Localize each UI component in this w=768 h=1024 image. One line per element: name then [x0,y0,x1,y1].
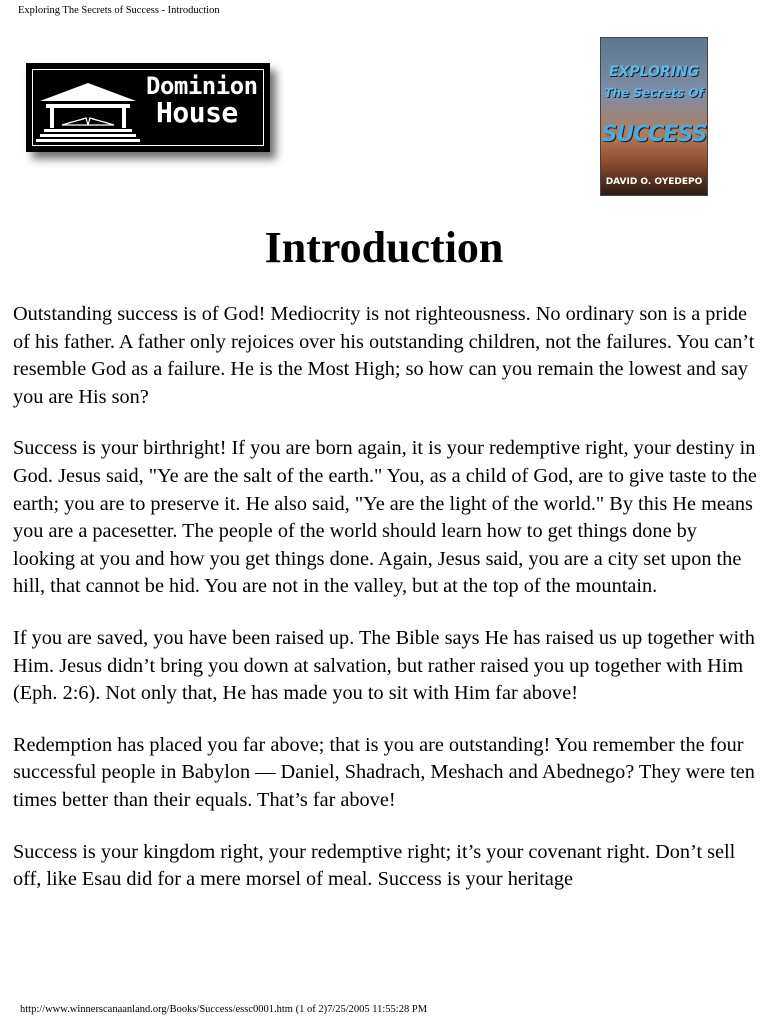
cover-title-line2: The Secrets Of [604,86,704,100]
cover-title-line1: EXPLORING [608,64,700,80]
dominion-house-logo [26,63,270,152]
logo-wordmark [146,73,264,127]
page-heading: Introduction [264,223,504,272]
paragraph: Success is your kingdom right, your redemptive right; it’s your covenant right. Don’t sell off, like Esau did for a mere morsel of meal. Success is your heritage [13,840,736,891]
logo-word-dominion: Dominion [146,72,258,100]
paragraph: Redemption has placed you far above; that is you are outstanding! You remember the four successful people in Babylon — Daniel, Shadrach, Meshach and Abednego? They were ten times better than their equals. That’s far above! [13,733,755,811]
cover-title-line3: SUCCESS [601,122,707,147]
paragraph: Outstanding success is of God! Mediocrity is not righteousness. No ordinary son is a pride of his father. A father only rejoices over his outstanding children, not the failures. You can’t resemble God as a failure. He is the Most High; so how can you remain the lowest and say you are His son? [13,303,755,408]
house-with-book-icon [32,73,144,143]
page-header-title: Exploring The Secrets of Success - Introduction [18,5,220,16]
book-cover-image [600,37,708,196]
article-body [13,301,763,918]
page-footer-url: http://www.winnerscanaanland.org/Books/Success/essc0001.htm (1 of 2)7/25/2005 11:55:28 PM [20,1004,428,1015]
paragraph: Success is your birthright! If you are born again, it is your redemptive right, your destiny in God. Jesus said, "Ye are the salt of the earth." You, as a child of God, are to give taste to the earth; you are to preserve it. He also said, "Ye are the light of the world." By this He means you are a pacesetter. The people of the world should learn how to get things done by looking at you and how you get things done. Again, Jesus said, you are a city set upon the hill, that cannot be hid. You are not in the valley, but at the top of the mountain. [13,437,757,598]
logo-word-house: House [156,96,238,129]
paragraph: If you are saved, you have been raised up. The Bible says He has raised us up together with Him. Jesus didn’t bring you down at salvation, but rather raised you up together with Him (Eph. 2:6). Not only that, He has made you to sit with Him far above! [13,626,755,705]
cover-author: DAVID O. OYEDEPO [605,177,703,187]
